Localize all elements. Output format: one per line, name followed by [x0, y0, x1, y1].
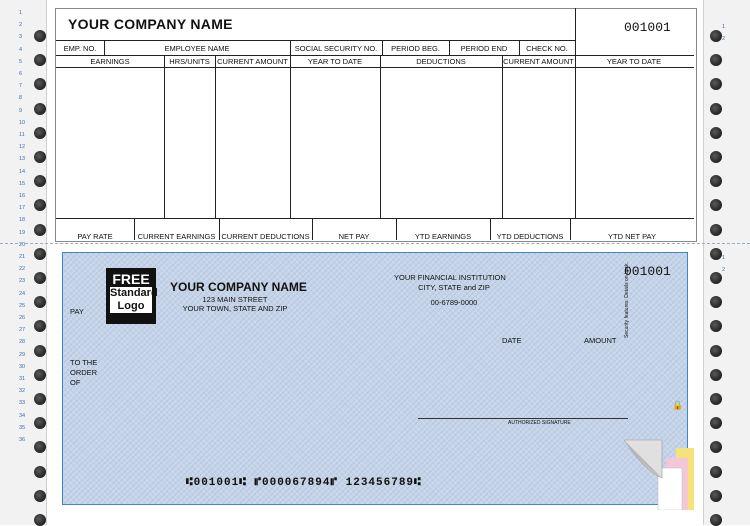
subheader-hrs-units: HRS/UNITS: [169, 57, 210, 66]
bank-fraction: 00-6789-0000: [430, 298, 478, 307]
subheader-deductions-current-amount: CURRENT AMOUNT: [503, 57, 574, 66]
margin-line-number: 3: [19, 34, 23, 41]
margin-line-number: 27: [19, 327, 26, 334]
header-employee-name: EMPLOYEE NAME: [164, 44, 230, 53]
right-margin-line-number: 1: [722, 255, 726, 261]
margin-line-number: 28: [19, 339, 26, 346]
header-period-end: PERIOD END: [460, 44, 508, 53]
margin-line-number: 20: [19, 241, 26, 248]
signature-label: AUTHORIZED SIGNATURE: [508, 420, 571, 426]
stub-company-name: YOUR COMPANY NAME: [68, 16, 233, 32]
to-the-label: TO THE: [70, 358, 98, 367]
tractor-hole: [34, 30, 46, 42]
tractor-hole: [710, 272, 722, 284]
footer-pay-rate: PAY RATE: [77, 232, 113, 241]
micr-line: ⑆001001⑆ ⑈000067894⑈ 123456789⑆: [186, 477, 422, 489]
margin-line-number: 17: [19, 205, 26, 212]
check-address1: 123 MAIN STREET: [202, 295, 268, 304]
tractor-hole: [34, 345, 46, 357]
tractor-hole: [34, 103, 46, 115]
tractor-hole: [34, 127, 46, 139]
margin-line-number: 35: [19, 424, 26, 431]
lock-icon: 🔒: [672, 400, 684, 410]
margin-line-number: 1: [19, 10, 23, 16]
tractor-hole: [710, 514, 722, 526]
margin-line-number: 11: [19, 132, 25, 138]
logo-logo-text: Logo: [110, 300, 152, 313]
margin-line-number: 19: [19, 229, 26, 236]
margin-line-number: 21: [19, 254, 26, 260]
subheader-year-to-date: YEAR TO DATE: [307, 57, 363, 66]
tractor-hole: [34, 248, 46, 260]
check-address2: YOUR TOWN, STATE AND ZIP: [182, 304, 288, 313]
tractor-hole: [710, 151, 722, 163]
margin-line-number: 2: [19, 22, 23, 29]
tractor-hole: [710, 248, 722, 260]
carbonless-copies-corner: [614, 430, 694, 510]
right-margin-line-number: 2: [722, 267, 726, 273]
margin-line-number: 34: [19, 412, 26, 419]
tractor-hole: [710, 490, 722, 502]
margin-line-number: 31: [19, 376, 26, 382]
margin-line-number: 18: [19, 217, 26, 224]
tractor-hole: [710, 224, 722, 236]
logo-standard-text: Standard: [110, 287, 158, 299]
margin-line-number: 32: [19, 388, 26, 395]
subheader-earnings: EARNINGS: [90, 57, 130, 66]
tractor-hole: [710, 30, 722, 42]
amount-label: AMOUNT: [584, 336, 617, 345]
of-label: OF: [70, 378, 81, 387]
header-emp-no: EMP. NO.: [63, 44, 97, 53]
signature-line: [418, 418, 628, 419]
tractor-hole: [710, 393, 722, 405]
right-margin-line-number: 1: [722, 24, 726, 30]
footer-current-deductions: CURRENT DEDUCTIONS: [221, 232, 310, 241]
tractor-hole: [34, 151, 46, 163]
perforation-line: [0, 243, 750, 244]
margin-line-number: 16: [19, 193, 26, 199]
tractor-hole: [710, 127, 722, 139]
tractor-hole: [710, 345, 722, 357]
subheader-deductions-year-to-date: YEAR TO DATE: [606, 57, 662, 66]
margin-line-number: 12: [19, 144, 26, 151]
bank-name: YOUR FINANCIAL INSTITUTION: [394, 273, 506, 282]
margin-line-number: 30: [19, 363, 26, 370]
margin-line-number: 14: [19, 168, 26, 175]
pay-label: PAY: [70, 307, 84, 316]
footer-net-pay: NET PAY: [338, 232, 370, 241]
margin-line-number: 15: [19, 180, 26, 187]
subheader-current-amount: CURRENT AMOUNT: [217, 57, 288, 66]
tractor-hole: [710, 369, 722, 381]
margin-line-number: 9: [19, 107, 23, 114]
check-number: 001001: [624, 264, 671, 279]
check-company-name: YOUR COMPANY NAME: [170, 280, 307, 294]
tractor-hole: [34, 514, 46, 526]
margin-line-number: 4: [19, 46, 23, 53]
tractor-hole: [34, 272, 46, 284]
footer-ytd-deductions: YTD DEDUCTIONS: [496, 232, 564, 241]
tractor-hole: [34, 393, 46, 405]
margin-line-number: 25: [19, 302, 26, 309]
order-label: ORDER: [70, 368, 98, 377]
margin-line-number: 23: [19, 278, 26, 285]
header-ssn: SOCIAL SECURITY NO.: [294, 44, 378, 53]
bank-city: CITY, STATE and ZIP: [418, 283, 490, 292]
margin-line-number: 22: [19, 266, 26, 273]
standard-logo: [106, 268, 156, 324]
tractor-hole: [710, 466, 722, 478]
margin-line-number: 5: [19, 58, 23, 65]
footer-ytd-earnings: YTD EARNINGS: [414, 232, 472, 241]
tractor-hole: [34, 466, 46, 478]
stub-check-number: 001001: [624, 20, 671, 35]
margin-line-number: 7: [19, 83, 23, 90]
margin-line-number: 24: [19, 290, 26, 297]
margin-line-number: 33: [19, 400, 26, 407]
margin-line-number: 13: [19, 156, 26, 163]
tractor-hole: [34, 490, 46, 502]
margin-line-number: 6: [19, 71, 23, 77]
header-check-no: CHECK NO.: [526, 44, 568, 53]
margin-line-number: 29: [19, 351, 26, 358]
margin-line-number: 36: [19, 437, 26, 443]
date-label: DATE: [502, 336, 522, 345]
tractor-hole: [34, 369, 46, 381]
footer-ytd-net-pay: YTD NET PAY: [608, 232, 656, 241]
header-period-beg: PERIOD BEG.: [391, 44, 440, 53]
margin-line-number: 10: [19, 119, 26, 126]
margin-line-number: 26: [19, 315, 26, 321]
logo-free-text: FREE: [112, 271, 150, 287]
right-margin-line-number: 2: [722, 36, 726, 42]
margin-line-number: 8: [19, 95, 23, 102]
security-note: Security features. Details on back.: [624, 262, 630, 338]
subheader-deductions: DEDUCTIONS: [416, 57, 466, 66]
tractor-hole: [710, 103, 722, 115]
tractor-hole: [34, 224, 46, 236]
footer-current-earnings: CURRENT EARNINGS: [137, 232, 216, 241]
